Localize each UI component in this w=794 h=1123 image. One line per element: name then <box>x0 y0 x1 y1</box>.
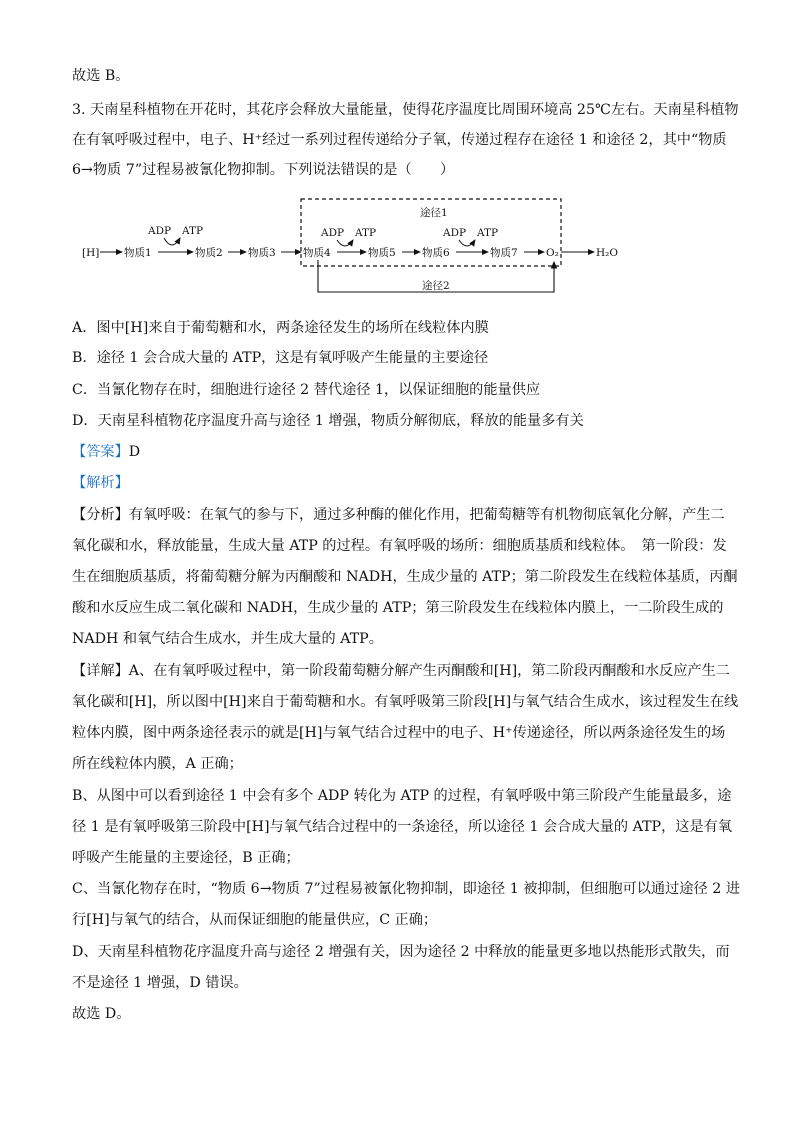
question-stem-line-1: 3. 天南星科植物在开花时，其花序会释放大量能量，使得花序温度比周围环境高 25℃左右。天南星科植物 <box>72 102 739 118</box>
detail-line-5: B、从图中可以看到途径 1 中会有多个 ADP 转化为 ATP 的过程，有氧呼吸中第三阶段产生能量最多，途 <box>72 788 732 804</box>
option-d: D．天南星科植物花序温度升高与途径 1 增强，物质分解彻底，释放的能量多有关 <box>72 413 584 429</box>
option-a: A．图中[H]来自于葡萄糖和水，两条途径发生的场所在线粒体内膜 <box>72 320 489 336</box>
detail-line-1: 【详解】A、在有氧呼吸过程中，第一阶段葡萄糖分解产生丙酮酸和[H]，第二阶段丙酮酸和水反应产生二 <box>72 663 730 679</box>
node-5: 物质5 <box>368 247 396 259</box>
option-c: C．当氰化物存在时，细胞进行途径 2 替代途径 1，以保证细胞的能量供应 <box>72 382 541 398</box>
question-stem-line-2: 在有氧呼吸过程中，电子、H⁺经过一系列过程传递给分子氧，传递过程存在途径 1 和途径 2，其中“物质 <box>72 132 727 148</box>
node-6: 物质6 <box>422 247 450 259</box>
node-3: 物质3 <box>248 247 276 259</box>
detail-line-10: D、天南星科植物花序温度升高与途径 2 增强有关，因为途径 2 中释放的能量更多地以热能形式散失，而 <box>72 944 730 960</box>
adp-label-3: ADP <box>443 227 467 239</box>
answer-line <box>72 442 140 462</box>
prev-conclusion: 故选 B。 <box>72 68 130 84</box>
analysis-line-4: 酸和水反应生成二氧化碳和 NADH，生成少量的 ATP；第三阶段发生在线粒体内膜上，一二阶段生成的 <box>72 600 724 616</box>
final-choice: 故选 D。 <box>72 1006 131 1022</box>
detail-line-9: 行[H]与氧气的结合，从而保证细胞的能量供应，C 正确； <box>72 912 438 928</box>
analysis-line-2: 氧化碳和水，释放能量，生成大量 ATP 的过程。有氧呼吸的场所：细胞质基质和线粒体。 第一阶段：发 <box>72 538 727 554</box>
node-7: 物质7 <box>490 247 518 259</box>
h-start: [H] <box>82 247 100 259</box>
analysis-bracket: 【分析】 <box>72 507 129 523</box>
water: H₂O <box>596 247 618 259</box>
node-2: 物质2 <box>195 247 223 259</box>
electron-transport-diagram <box>78 194 638 302</box>
answer-value: D <box>128 444 141 460</box>
adp-label-1: ADP <box>148 225 172 237</box>
detail-line-4: 所在线粒体内膜，A 正确； <box>72 756 243 772</box>
atp-label-3: ATP <box>477 227 499 239</box>
answer-bracket: 【答案】 <box>72 444 129 460</box>
atp-label-2: ATP <box>355 227 377 239</box>
node-4: 物质4 <box>303 247 331 259</box>
node-1: 物质1 <box>124 247 152 259</box>
question-stem-line-3: 6→物质 7”过程易被氰化物抑制。下列说法错误的是（ ） <box>72 162 455 178</box>
detail-line-7: 呼吸产生能量的主要途径，B 正确； <box>72 850 300 866</box>
path2-label: 途径2 <box>422 280 450 292</box>
detail-line-11: 不是途径 1 增强，D 错误。 <box>72 975 248 991</box>
adp-label-2: ADP <box>321 227 345 239</box>
detail-line-8: C、当氰化物存在时，“物质 6→物质 7”过程易被氰化物抑制，即途径 1 被抑制，但细胞可以通过途径 2 进 <box>72 881 740 897</box>
analysis-heading: 【解析】 <box>72 475 129 491</box>
detail-bracket: 【详解】 <box>72 663 129 679</box>
detail-line-6: 径 1 是有氧呼吸第三阶段中[H]与氧气结合过程中的一条途径，所以途径 1 会合成大量的 ATP，这是有氧 <box>72 819 733 835</box>
oxygen: O₂ <box>546 247 559 259</box>
atp-label-1: ATP <box>182 225 204 237</box>
analysis-line-3: 生在细胞质基质，将葡萄糖分解为丙酮酸和 NADH，生成少量的 ATP；第二阶段发生在线粒体基质，丙酮 <box>72 569 738 585</box>
analysis-line-5: NADH 和氧气结合生成水，并生成大量的 ATP。 <box>72 631 383 647</box>
detail-line-2: 氧化碳和[H]，所以图中[H]来自于葡萄糖和水。有氧呼吸第三阶段[H]与氧气结合生成水，该过程发生在线 <box>72 694 739 710</box>
path1-label: 途径1 <box>420 207 448 219</box>
detail-line-3: 粒体内膜，图中两条途径表示的就是[H]与氧气结合过程中的电子、H⁺传递途径，所以两条途径发生的场 <box>72 725 726 741</box>
option-b: B．途径 1 会合成大量的 ATP，这是有氧呼吸产生能量的主要途径 <box>72 350 489 366</box>
analysis-line-1: 【分析】有氧呼吸：在氧气的参与下，通过多种酶的催化作用，把葡萄糖等有机物彻底氧化分解，产生二 <box>72 507 725 523</box>
